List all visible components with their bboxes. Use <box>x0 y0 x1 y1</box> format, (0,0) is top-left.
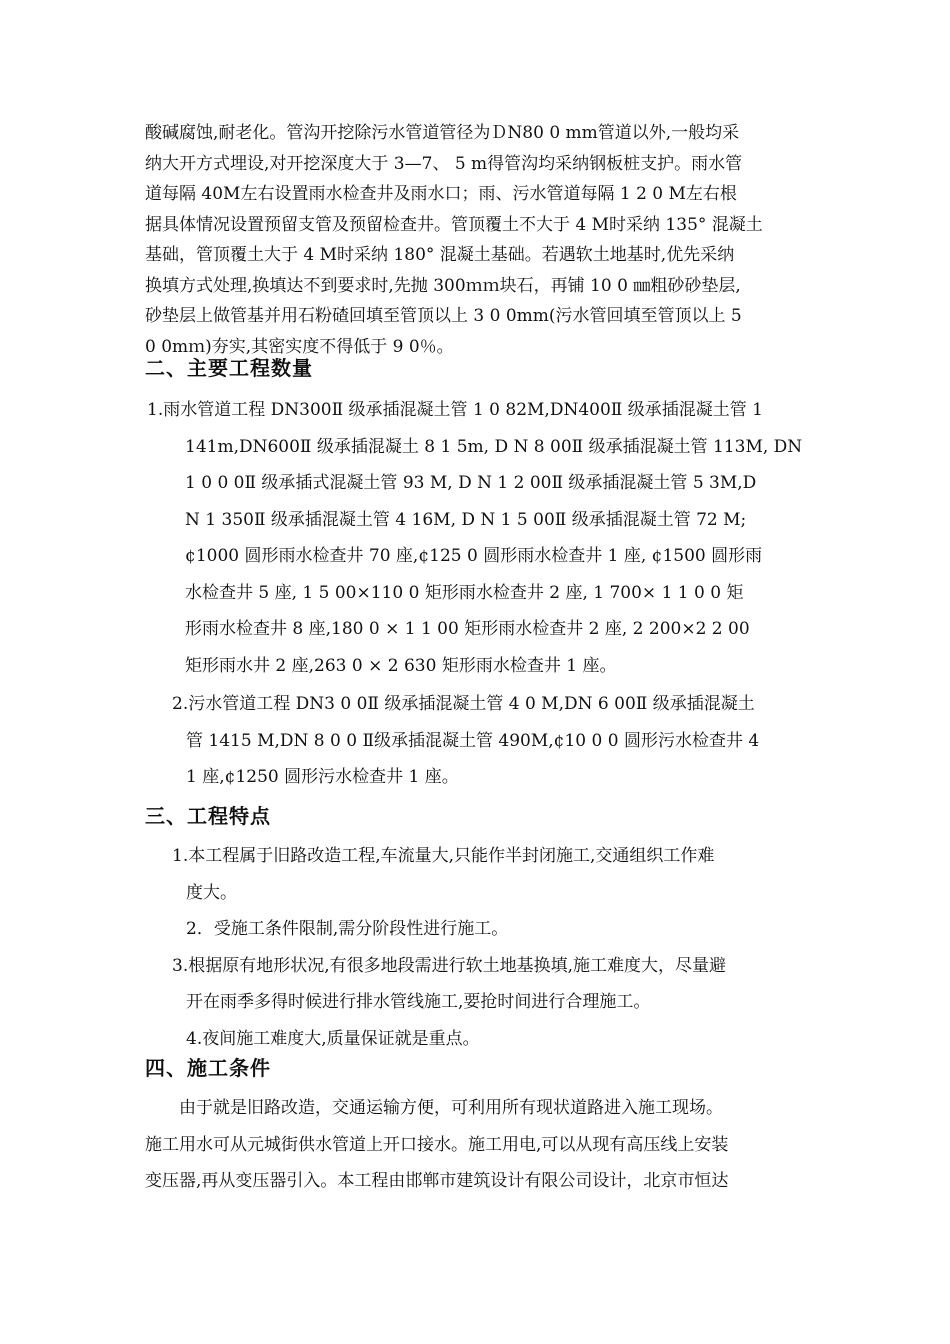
text-line: 纳大开方式埋设,对开挖深度大于 3—7、 5 m得管沟均采纳钢板桩支护。雨水管 <box>145 153 743 174</box>
text-line: 酸碱腐蚀,耐老化。管沟开挖除污水管道管径为ＤN80 0 mm管道以外,一般均采 <box>145 123 740 143</box>
text-line: 0 0mｍ)夯实,其密实度不得低于 9 0％。 <box>145 336 454 357</box>
section-heading-conditions: 四、施工条件 <box>145 1056 271 1080</box>
text-line: ¢1000 圆形雨水检查井 70 座,¢125 0 圆形雨水检查井 1 座, ¢1500 圆形雨 <box>185 546 763 566</box>
text-line: 据具体情况设置预留支管及预留检查井。管顶覆土不大于 4 M时采纳 135° 混凝土 <box>145 214 763 235</box>
text-line: 2.污水管道工程 DN3 0 0Ⅱ 级承插混凝土管 4 0 M,DN 6 00Ⅱ 级承插混凝土 <box>172 694 755 714</box>
text-line: 形雨水检查井 8 座,180 0 × 1 1 00 矩形雨水检查井 2 座, 2 200×2 2 00 <box>185 619 750 639</box>
text-line: 由于就是旧路改造，交通运输方便，可利用所有现状道路进入施工现场。 <box>179 1098 723 1118</box>
list-item: 3.根据原有地形状况,有很多地段需进行软土地基换填,施工难度大，尽量避 <box>172 955 727 976</box>
text-line: 换填方式处理,换填达不到要求时,先抛 300ｍｍ块石，再铺 10 0 ㎜粗砂砂垫层, <box>145 275 741 296</box>
text-line: 水检查井 5 座, 1 5 00×110 0 矩形雨水检查井 2 座, 1 700× 1 1 0 0 矩 <box>185 582 744 603</box>
section-heading-features: 三、工程特点 <box>145 804 271 828</box>
list-item: 4.夜间施工难度大,质量保证就是重点。 <box>186 1028 480 1049</box>
text-line: 1.雨水管道工程 DN300Ⅱ 级承插混凝土管 1 0 82M,DN400Ⅱ 级承插混凝土管 1 <box>147 400 763 420</box>
section-heading-quantities: 二、主要工程数量 <box>145 356 313 380</box>
text-line: 矩形雨水井 2 座,263 0 × 2 630 矩形雨水检查井 1 座。 <box>185 655 617 676</box>
conditions-paragraph <box>145 1090 810 1200</box>
text-line: 141m,DN600Ⅱ 级承插混凝土 8 1 5m, D N 8 00Ⅱ 级承插混凝土管 113M, DN <box>185 436 803 457</box>
sewage-pipe-item <box>172 686 812 796</box>
list-item: 2．受施工条件限制,需分阶段性进行施工。 <box>186 919 509 939</box>
features-list <box>172 838 812 1057</box>
text-line: 砂垫层上做管基并用石粉碴回填至管顶以上 3 0 0mm(污水管回填至管顶以上 5 <box>145 306 742 326</box>
text-line: 1 座,¢1250 圆形污水检查井 1 座。 <box>186 767 459 787</box>
text-line: 1 0 0 0Ⅱ 级承插式混凝土管 93 M, D N 1 2 00Ⅱ 级承插混凝土管 5 3M,D <box>185 473 757 493</box>
text-line: 变压器,再从变压器引入。本工程由邯郸市建筑设计有限公司设计，北京市恒达 <box>145 1171 729 1191</box>
intro-paragraph <box>145 118 805 362</box>
list-item: 1.本工程属于旧路改造工程,车流量大,只能作半封闭施工,交通组织工作难 <box>172 846 715 866</box>
text-line: N 1 350Ⅱ 级承插混凝土管 4 16M, D N 1 5 00Ⅱ 级承插混凝土管 72 M; <box>185 509 747 530</box>
text-line: 道每隔 40M左右设置雨水检查井及雨水口；雨、污水管道每隔 1 2 0 M左右根 <box>145 184 737 204</box>
list-item: 开在雨季多得时候进行排水管线施工,要抢时间进行合理施工。 <box>186 992 651 1012</box>
text-line: 管 1415 M,DN 8 0 0 Ⅱ级承插混凝土管 490M,¢10 0 0 圆形污水检查井 4 <box>186 730 760 751</box>
list-item: 度大。 <box>186 882 237 903</box>
text-line: 施工用水可从元城街供水管道上开口接水。施工用电,可以从现有高压线上安装 <box>145 1134 729 1155</box>
text-line: 基础，管顶覆土大于 4 M时采纳 180° 混凝土基础。若遇软土地基时,优先采纳 <box>145 245 735 265</box>
rain-pipe-item <box>147 392 807 684</box>
